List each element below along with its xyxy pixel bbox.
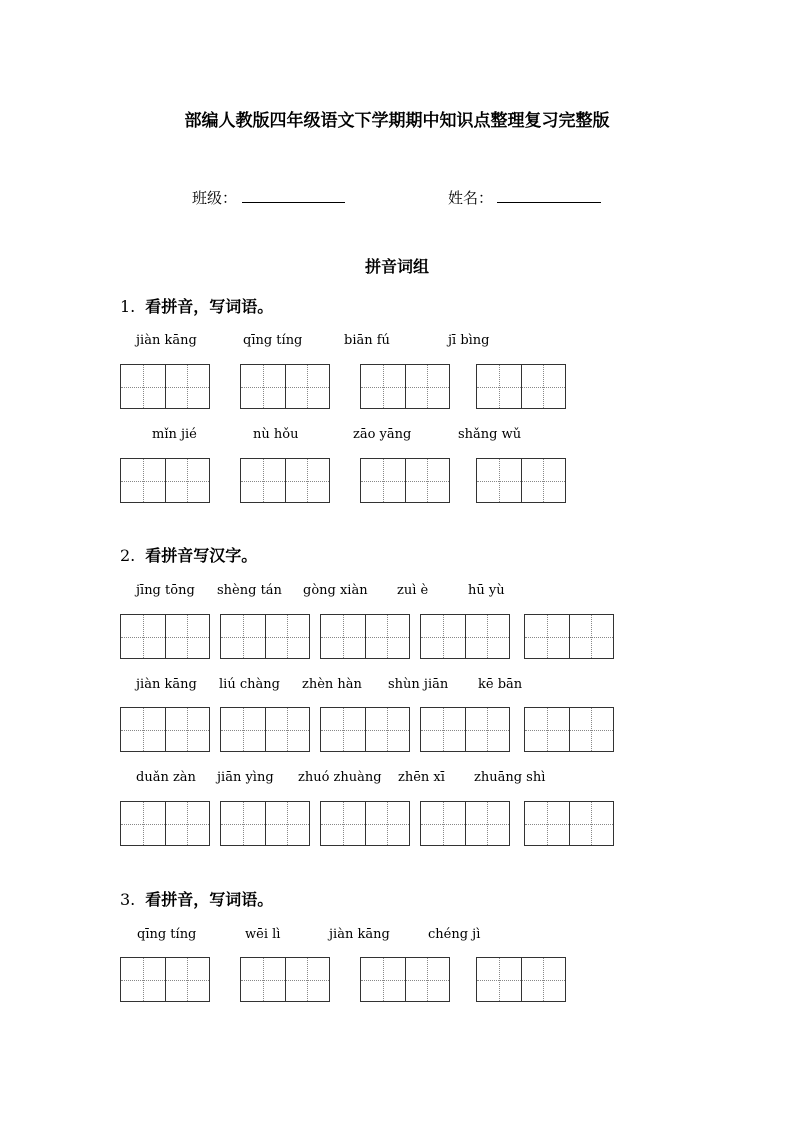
writing-grid[interactable] <box>476 364 566 409</box>
writing-grid[interactable] <box>320 707 410 752</box>
pinyin-label: kē bān <box>478 677 523 692</box>
writing-grid[interactable] <box>524 801 614 846</box>
pinyin-label: nù hǒu <box>253 427 299 442</box>
pinyin-label: shèng tán <box>217 583 282 598</box>
name-label: 姓名： <box>448 189 494 207</box>
question-3-heading <box>120 887 273 910</box>
writing-grid[interactable] <box>476 957 566 1002</box>
question-2-heading <box>120 543 257 566</box>
writing-grid[interactable] <box>420 707 510 752</box>
pinyin-label: gòng xiàn <box>303 583 368 598</box>
pinyin-label: jīng tōng <box>136 583 195 598</box>
writing-grid[interactable] <box>360 364 450 409</box>
pinyin-label: chéng jì <box>428 927 481 942</box>
question-1-text: 看拼音，写词语。 <box>145 297 274 316</box>
writing-grid[interactable] <box>220 707 310 752</box>
question-3-number: 3. <box>120 890 136 909</box>
class-blank-line <box>242 202 345 203</box>
pinyin-label: zhuāng shì <box>474 770 546 785</box>
writing-grid[interactable] <box>320 801 410 846</box>
question-1-number: 1. <box>120 297 136 316</box>
writing-grid[interactable] <box>420 614 510 659</box>
writing-grid[interactable] <box>120 458 210 503</box>
class-label: 班级： <box>192 189 238 207</box>
pinyin-label: zāo yāng <box>353 427 412 442</box>
pinyin-label: jiàn kāng <box>136 333 197 348</box>
pinyin-label: zuì è <box>397 583 429 598</box>
pinyin-label: zhuó zhuàng <box>298 770 382 785</box>
writing-grid[interactable] <box>120 801 210 846</box>
pinyin-label: wēi lì <box>245 927 281 942</box>
writing-grid[interactable] <box>120 614 210 659</box>
writing-grid[interactable] <box>220 801 310 846</box>
pinyin-label: hū yù <box>468 583 505 598</box>
section-title: 拼音词组 <box>364 257 429 276</box>
writing-grid[interactable] <box>220 614 310 659</box>
pinyin-label: jiàn kāng <box>136 677 197 692</box>
pinyin-label: shùn jiān <box>388 677 449 692</box>
pinyin-label: zhèn hàn <box>302 677 362 692</box>
pinyin-label: zhēn xī <box>398 770 445 785</box>
pinyin-label: shǎng wǔ <box>458 427 522 442</box>
document-title: 部编人教版四年级语文下学期期中知识点整理复习完整版 <box>184 111 610 131</box>
question-2-text: 看拼音写汉字。 <box>145 546 258 565</box>
pinyin-label: qīng tíng <box>137 927 197 942</box>
pinyin-label: jiàn kāng <box>329 927 390 942</box>
writing-grid[interactable] <box>240 957 330 1002</box>
writing-grid[interactable] <box>240 458 330 503</box>
writing-grid[interactable] <box>320 614 410 659</box>
pinyin-label: biān fú <box>344 333 390 348</box>
writing-grid[interactable] <box>120 707 210 752</box>
writing-grid[interactable] <box>120 957 210 1002</box>
question-2-number: 2. <box>120 546 136 565</box>
pinyin-label: jiān yìng <box>217 770 274 785</box>
pinyin-label: duǎn zàn <box>136 770 196 785</box>
pinyin-label: qīng tíng <box>243 333 303 348</box>
name-blank-line <box>497 202 601 203</box>
writing-grid[interactable] <box>360 957 450 1002</box>
pinyin-label: jī bìng <box>448 333 490 348</box>
writing-grid[interactable] <box>524 614 614 659</box>
writing-grid[interactable] <box>240 364 330 409</box>
writing-grid[interactable] <box>524 707 614 752</box>
question-1-heading <box>120 294 273 317</box>
question-3-text: 看拼音，写词语。 <box>145 890 274 909</box>
writing-grid[interactable] <box>120 364 210 409</box>
writing-grid[interactable] <box>420 801 510 846</box>
writing-grid[interactable] <box>360 458 450 503</box>
pinyin-label: mǐn jié <box>152 427 197 442</box>
pinyin-label: liú chàng <box>219 677 280 692</box>
writing-grid[interactable] <box>476 458 566 503</box>
